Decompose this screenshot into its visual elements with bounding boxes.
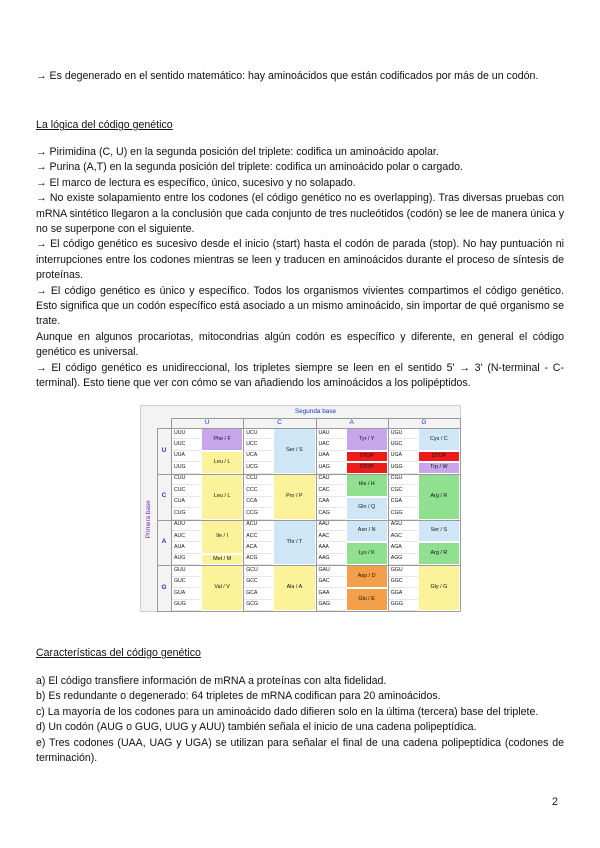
genetic-code-table [140, 405, 461, 612]
codon-cell: CUU [171, 474, 201, 485]
codon-cell: CUG [171, 508, 201, 519]
codon-cell: GUC [171, 577, 201, 588]
first-base-letter: U [161, 446, 167, 454]
table-grid-line [157, 520, 460, 521]
table-grid-line [460, 418, 461, 611]
codon-cell: CGC [388, 485, 418, 496]
codon-cell: UAA [316, 451, 346, 462]
codon-cell: CUA [171, 497, 201, 508]
page-number: 2 [552, 796, 558, 808]
logic-item: → El marco de lectura es específico, único, sucesivo y no solapado. [36, 176, 356, 189]
amino-acid-cell: STOP [418, 451, 460, 462]
codon-cell: GCA [243, 588, 273, 599]
codon-cell: ACA [243, 542, 273, 553]
codon-cell: UCC [243, 439, 273, 450]
codon-cell: UUG [171, 462, 201, 473]
codon-cell: CAG [316, 508, 346, 519]
codon-cell: GGG [388, 600, 418, 611]
intro-paragraph [36, 69, 564, 84]
amino-acid-cell: Ile / I [201, 520, 243, 554]
logic-item: → El código genético es unidireccional, los tripletes siempre se leen en el sentido 5' → 3' (N-terminal - C-terminal). Esto tiene que ver con cómo se van añadiendo los aminoácidos a los polipéptidos. [36, 361, 564, 390]
characteristic-item: e) Tres codones (UAA, UAG y UGA) se utilizan para señalar el final de una cadena polipeptídica (codones de terminación). [36, 736, 564, 765]
table-grid-line [316, 418, 317, 611]
second-base-letter: C [277, 418, 282, 426]
amino-acid-cell: Val / V [201, 565, 243, 611]
amino-acid-cell: Arg / R [418, 542, 460, 565]
codon-cell: UAC [316, 439, 346, 450]
amino-acid-cell: Leu / L [201, 474, 243, 520]
codon-cell: AUG [171, 554, 201, 565]
amino-acid-cell: Arg / R [418, 474, 460, 520]
logic-item: → El código genético es sucesivo desde el inicio (start) hasta el codón de parada (stop). No hay puntuación ni interrupciones entre los codones mientras se leen y traducen en aminoácidos durante el proceso de síntesis de proteínas. [36, 238, 564, 282]
characteristic-item: a) El código transfiere información de mRNA a proteínas con alta fidelidad. [36, 675, 387, 687]
first-base-header [141, 428, 157, 611]
codon-cell: GCC [243, 577, 273, 588]
first-base-letter: A [161, 538, 167, 546]
table-grid-line [157, 428, 460, 429]
codon-cell: AGG [388, 554, 418, 565]
codon-cell: GAC [316, 577, 346, 588]
logic-paragraphs [36, 145, 564, 392]
characteristic-item: b) Es redundante o degenerado: 64 tripletes de mRNA codifican para 20 aminoácidos. [36, 690, 441, 703]
logic-item: → Purina (A,T) en la segunda posición del triplete: codifica un aminoácido polar o cargado. [36, 161, 463, 174]
table-grid-line [157, 611, 460, 612]
amino-acid-cell: Gln / Q [346, 497, 388, 520]
section-title-characteristics: Características del código genético [36, 647, 201, 659]
table-grid-line [157, 474, 460, 475]
codon-cell: CCA [243, 497, 273, 508]
codon-cell: GGU [388, 565, 418, 576]
codon-cell: CAC [316, 485, 346, 496]
table-grid-line [171, 418, 172, 611]
amino-acid-cell: Thr / T [273, 520, 315, 566]
codon-cell: UGC [388, 439, 418, 450]
codon-cell: AAU [316, 520, 346, 531]
codon-cell: UCG [243, 462, 273, 473]
amino-acid-cell: Asp / D [346, 565, 388, 588]
amino-acid-cell: Lys / K [346, 542, 388, 565]
second-base-letter: U [204, 418, 210, 426]
intro-text: → Es degenerado en el sentido matemático: hay aminoácidos que están codificados por más de un codón. [36, 70, 539, 82]
first-base-letter: G [161, 583, 167, 591]
second-base-letter: A [349, 418, 354, 426]
codon-cell: CGU [388, 474, 418, 485]
codon-cell: GAA [316, 588, 346, 599]
amino-acid-cell: Asn / N [346, 520, 388, 543]
codon-cell: CGA [388, 497, 418, 508]
codon-cell: UGU [388, 428, 418, 439]
codon-cell: GAG [316, 600, 346, 611]
section-title-logic: La lógica del código genético [36, 119, 173, 131]
codon-cell: UAG [316, 462, 346, 473]
codon-cell: GCG [243, 600, 273, 611]
logic-item: → No existe solapamiento entre los codones (el código genético no es overlapping). Tras diversas pruebas con mRNA sintético llegaron a la conclusión que cada conjunto de tres nucleótidos (codón) se lee de manera única y no se superpone con el siguiente. [36, 192, 564, 236]
codon-cell: GAU [316, 565, 346, 576]
logic-item: → Pirimidina (C, U) en la segunda posición del triplete: codifica un aminoácido apolar. [36, 146, 439, 158]
codon-cell: UUC [171, 439, 201, 450]
second-base-header: Segunda base [294, 407, 337, 415]
codon-cell: GCU [243, 565, 273, 576]
codon-cell: UCA [243, 451, 273, 462]
codon-cell: AUC [171, 531, 201, 542]
codon-cell: UUU [171, 428, 201, 439]
codon-cell: CUC [171, 485, 201, 496]
codon-cell: ACU [243, 520, 273, 531]
codon-cell: CCG [243, 508, 273, 519]
codon-cell: UCU [243, 428, 273, 439]
table-grid-line [243, 418, 244, 611]
amino-acid-cell: Ser / S [273, 428, 315, 474]
codon-cell: AGA [388, 542, 418, 553]
characteristic-item: c) La mayoría de los codones para un aminoácido dado difieren solo en la última (tercera) base del triplete. [36, 705, 539, 718]
characteristic-item: d) Un codón (AUG o GUG, UUG y AUU) también señala el inicio de una cadena polipeptídica. [36, 721, 477, 734]
codon-cell: GUA [171, 588, 201, 599]
logic-item: → El código genético es único y específico. Todos los organismos vivientes compartimos el código genético. Esto significa que un codón específico está asociado a un mismo aminoácido, sin importar de qué organismo se trate. [36, 284, 564, 328]
codon-cell: CAA [316, 497, 346, 508]
codon-cell: AUA [171, 542, 201, 553]
amino-acid-cell: His / H [346, 474, 388, 497]
codon-cell: GGA [388, 588, 418, 599]
table-grid-line [157, 565, 460, 566]
codon-cell: AAC [316, 531, 346, 542]
characteristics-list [36, 674, 564, 766]
codon-cell: ACC [243, 531, 273, 542]
codon-cell: AAA [316, 542, 346, 553]
codon-cell: CGG [388, 508, 418, 519]
codon-cell: CAU [316, 474, 346, 485]
codon-cell: AGC [388, 531, 418, 542]
codon-cell: ACG [243, 554, 273, 565]
amino-acid-cell: Phe / F [201, 428, 243, 451]
codon-cell: UGA [388, 451, 418, 462]
codon-cell: GGC [388, 577, 418, 588]
first-base-header-text: Primera base [144, 500, 152, 539]
second-base-letter: G [421, 418, 427, 426]
amino-acid-cell: Cys / C [418, 428, 460, 451]
codon-cell: UUA [171, 451, 201, 462]
codon-cell: CCU [243, 474, 273, 485]
amino-acid-cell: STOP [346, 462, 388, 473]
codon-cell: GUU [171, 565, 201, 576]
codon-cell: AAG [316, 554, 346, 565]
amino-acid-cell: Ala / A [273, 565, 315, 611]
codon-cell: AGU [388, 520, 418, 531]
amino-acid-cell: Leu / L [201, 451, 243, 474]
amino-acid-cell: Glu / E [346, 588, 388, 611]
table-grid-line [171, 418, 460, 419]
table-grid-line [388, 418, 389, 611]
codon-cell: CCC [243, 485, 273, 496]
amino-acid-cell: Gly / G [418, 565, 460, 611]
first-base-letter: C [161, 492, 167, 500]
amino-acid-cell: Ser / S [418, 520, 460, 543]
amino-acid-cell: Tyr / Y [346, 428, 388, 451]
codon-cell: GUG [171, 600, 201, 611]
amino-acid-cell: Met / M [201, 554, 243, 565]
amino-acid-cell: Trp / W [418, 462, 460, 473]
logic-item: Aunque en algunos procariotas, mitocondrias algún codón es específico y diferente, en general el código genético es universal. [36, 330, 564, 359]
amino-acid-cell: STOP [346, 451, 388, 462]
amino-acid-cell: Pro / P [273, 474, 315, 520]
codon-cell: AUU [171, 520, 201, 531]
table-grid-line [157, 428, 158, 611]
codon-cell: UGG [388, 462, 418, 473]
codon-cell: UAU [316, 428, 346, 439]
